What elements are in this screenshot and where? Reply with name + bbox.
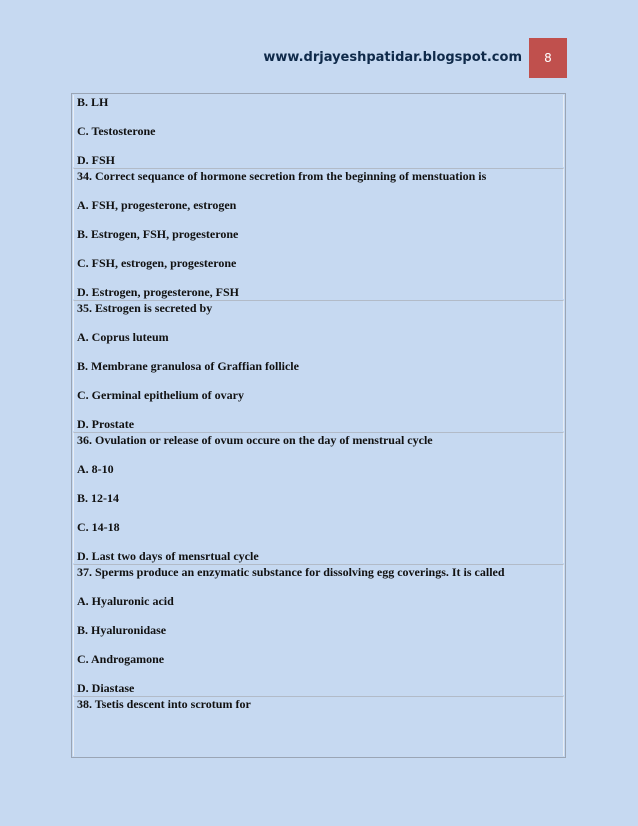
question-table <box>71 93 566 758</box>
option-text: D. Last two days of mensrtual cycle <box>77 549 259 563</box>
option-text: A. Coprus luteum <box>77 330 169 344</box>
table-row <box>73 432 564 563</box>
question-text: 34. Correct sequance of hormone secretion from the beginning of menstuation is <box>77 169 487 183</box>
option-text: C. FSH, estrogen, progesterone <box>77 256 237 270</box>
option-text: D. FSH <box>77 153 116 167</box>
question-text: 37. Sperms produce an enzymatic substance for dissolving egg coverings. It is called <box>77 565 505 579</box>
option-text: A. 8-10 <box>77 462 114 476</box>
option-text: D. Prostate <box>77 417 135 431</box>
option-text: B. 12-14 <box>77 491 119 505</box>
question-text: 35. Estrogen is secreted by <box>77 301 213 315</box>
option-text: C. Androgamone <box>77 652 165 666</box>
option-text: C. 14-18 <box>77 520 120 534</box>
page-header <box>0 38 638 78</box>
option-text: B. LH <box>77 95 109 109</box>
question-text: 38. Tsetis descent into scrotum for <box>77 697 251 711</box>
option-text: C. Germinal epithelium of ovary <box>77 388 244 402</box>
option-text: D. Estrogen, progesterone, FSH <box>77 285 239 299</box>
table-row <box>73 95 564 167</box>
option-text: B. Hyaluronidase <box>77 623 167 637</box>
option-text: A. FSH, progesterone, estrogen <box>77 198 237 212</box>
table-row <box>73 564 564 695</box>
page-number: 8 <box>529 38 567 78</box>
empty-answer-space <box>77 726 559 756</box>
option-text: A. Hyaluronic acid <box>77 594 174 608</box>
option-text: D. Diastase <box>77 681 135 695</box>
site-url[interactable]: www.drjayeshpatidar.blogspot.com <box>263 50 522 65</box>
table-row <box>73 168 564 299</box>
option-text: C. Testosterone <box>77 124 156 138</box>
option-text: B. Membrane granulosa of Graffian follicle <box>77 359 299 373</box>
table-row <box>73 696 564 756</box>
option-text: B. Estrogen, FSH, progesterone <box>77 227 239 241</box>
question-text: 36. Ovulation or release of ovum occure on the day of menstrual cycle <box>77 433 433 447</box>
table-row <box>73 300 564 431</box>
